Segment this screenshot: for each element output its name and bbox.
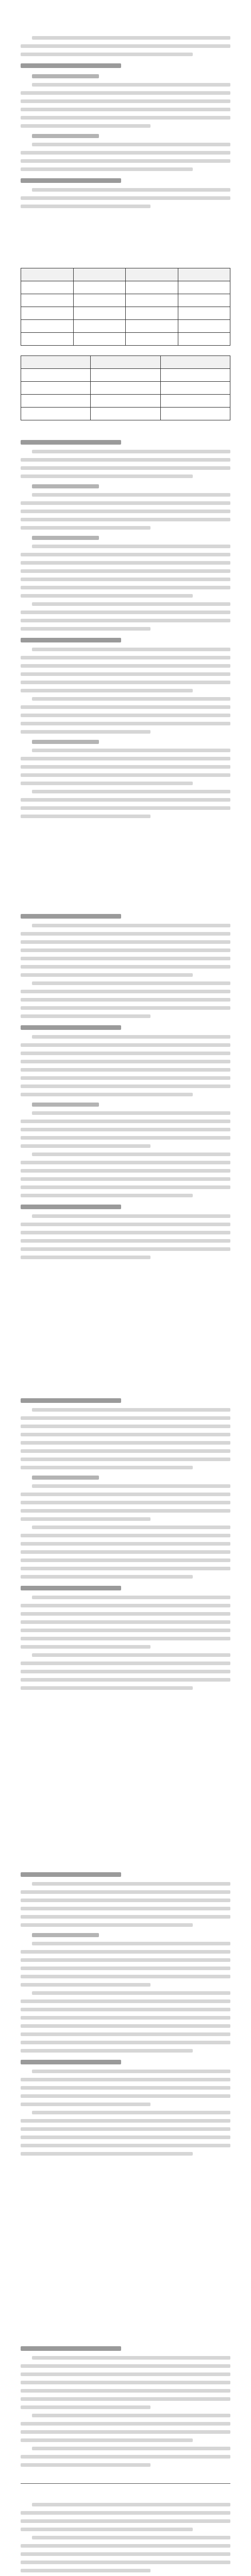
table-header-cell xyxy=(73,268,126,281)
table-row xyxy=(21,281,230,294)
section-heading xyxy=(21,914,121,919)
subsection-heading xyxy=(32,740,99,744)
table-header-cell xyxy=(160,356,230,369)
section-heading xyxy=(21,2060,121,2064)
table-row xyxy=(21,320,230,333)
table-header-cell xyxy=(178,268,230,281)
subsection-heading xyxy=(32,134,99,138)
section-heading xyxy=(21,1398,121,1403)
section-heading xyxy=(21,1205,121,1209)
attachment-1 xyxy=(21,2494,230,2576)
subsection-heading xyxy=(32,536,99,540)
table-row xyxy=(21,408,230,420)
table-row xyxy=(21,382,230,395)
section-body-2 xyxy=(21,907,230,1264)
section-heading xyxy=(21,638,121,642)
subsection-heading xyxy=(32,74,99,78)
small-table-1 xyxy=(21,268,230,346)
table-row xyxy=(21,395,230,408)
section-heading xyxy=(21,440,121,445)
section-body-4 xyxy=(21,1865,230,2160)
table-header-cell xyxy=(21,356,91,369)
table-header-cell xyxy=(21,268,74,281)
table-header-cell xyxy=(91,356,160,369)
section-heading xyxy=(21,1586,121,1590)
table-row xyxy=(21,333,230,346)
table-row xyxy=(21,294,230,307)
section-body-3 xyxy=(21,1391,230,1694)
subsection-heading xyxy=(32,1476,99,1480)
section-heading xyxy=(21,63,121,68)
table-row xyxy=(21,307,230,320)
section-heading xyxy=(21,1872,121,1877)
table-header-cell xyxy=(126,268,178,281)
section-heading xyxy=(21,178,121,183)
section-heading xyxy=(21,1025,121,1030)
section-body-5 xyxy=(21,2339,230,2471)
subsection-heading xyxy=(32,484,99,488)
subsection-heading xyxy=(32,1103,99,1107)
subsection-heading xyxy=(32,1933,99,1937)
section-intro xyxy=(21,36,230,213)
section-heading xyxy=(21,2346,121,2351)
small-table-2 xyxy=(21,355,230,420)
section-divider xyxy=(21,2483,230,2484)
table-row xyxy=(21,369,230,382)
section-body-1 xyxy=(21,433,230,823)
